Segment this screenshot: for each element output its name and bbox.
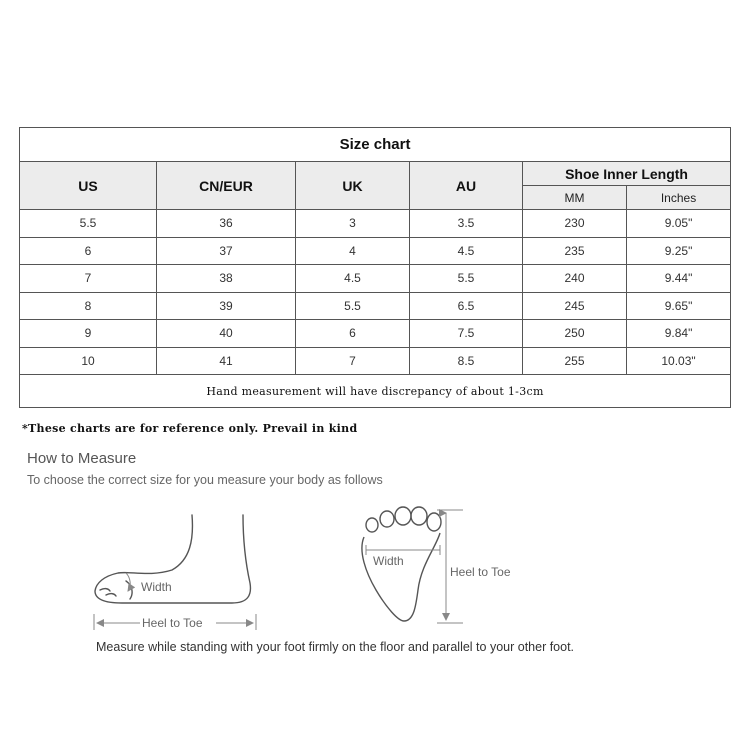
cell-us: 7 [20, 265, 157, 293]
cell-uk: 4 [296, 237, 410, 265]
header-au: AU [410, 162, 523, 210]
measuring-instruction: Measure while standing with your foot firmly on the floor and parallel to your other foot. [96, 640, 575, 654]
table-row [20, 292, 731, 320]
cell-inches: 9.05" [627, 210, 731, 238]
cell-au: 3.5 [410, 210, 523, 238]
cell-us: 9 [20, 320, 157, 348]
table-row [20, 237, 731, 265]
cell-cn-eur: 36 [157, 210, 296, 238]
cell-mm: 240 [523, 265, 627, 293]
cell-uk: 5.5 [296, 292, 410, 320]
table-row [20, 320, 731, 348]
cell-cn-eur: 41 [157, 347, 296, 375]
side-heel-to-toe-label: Heel to Toe [142, 616, 203, 630]
cell-mm: 250 [523, 320, 627, 348]
subheader-mm: MM [523, 186, 627, 210]
cell-inches: 9.25" [627, 237, 731, 265]
foot-measurement-illustrations [0, 495, 750, 635]
cell-mm: 235 [523, 237, 627, 265]
cell-cn-eur: 38 [157, 265, 296, 293]
cell-uk: 4.5 [296, 265, 410, 293]
cell-au: 7.5 [410, 320, 523, 348]
how-to-measure-title: How to Measure [27, 450, 137, 467]
cell-mm: 255 [523, 347, 627, 375]
size-chart-title: Size chart [20, 128, 731, 162]
measurement-discrepancy-note: Hand measurement will have discrepancy of about 1-3cm [20, 375, 731, 408]
header-cn-eur: CN/EUR [157, 162, 296, 210]
table-row [20, 210, 731, 238]
cell-uk: 6 [296, 320, 410, 348]
top-heel-to-toe-label: Heel to Toe [450, 565, 511, 579]
top-width-label: Width [373, 554, 404, 568]
cell-cn-eur: 39 [157, 292, 296, 320]
side-width-label: Width [141, 580, 172, 594]
cell-us: 5.5 [20, 210, 157, 238]
cell-au: 4.5 [410, 237, 523, 265]
header-us: US [20, 162, 157, 210]
cell-inches: 9.65" [627, 292, 731, 320]
cell-inches: 10.03" [627, 347, 731, 375]
side-view-foot-icon [95, 515, 250, 603]
reference-note: *These charts are for reference only. Prevail in kind [22, 422, 358, 435]
cell-uk: 7 [296, 347, 410, 375]
how-to-measure-subtitle: To choose the correct size for you measure your body as follows [27, 473, 383, 487]
cell-us: 8 [20, 292, 157, 320]
cell-au: 6.5 [410, 292, 523, 320]
cell-inches: 9.44" [627, 265, 731, 293]
table-row [20, 265, 731, 293]
cell-au: 8.5 [410, 347, 523, 375]
cell-uk: 3 [296, 210, 410, 238]
size-chart-table [19, 127, 731, 408]
header-shoe-inner-length: Shoe Inner Length [523, 162, 731, 186]
cell-mm: 230 [523, 210, 627, 238]
cell-cn-eur: 40 [157, 320, 296, 348]
cell-us: 10 [20, 347, 157, 375]
cell-au: 5.5 [410, 265, 523, 293]
subheader-inches: Inches [627, 186, 731, 210]
table-row [20, 347, 731, 375]
header-uk: UK [296, 162, 410, 210]
cell-cn-eur: 37 [157, 237, 296, 265]
cell-mm: 245 [523, 292, 627, 320]
cell-us: 6 [20, 237, 157, 265]
cell-inches: 9.84" [627, 320, 731, 348]
